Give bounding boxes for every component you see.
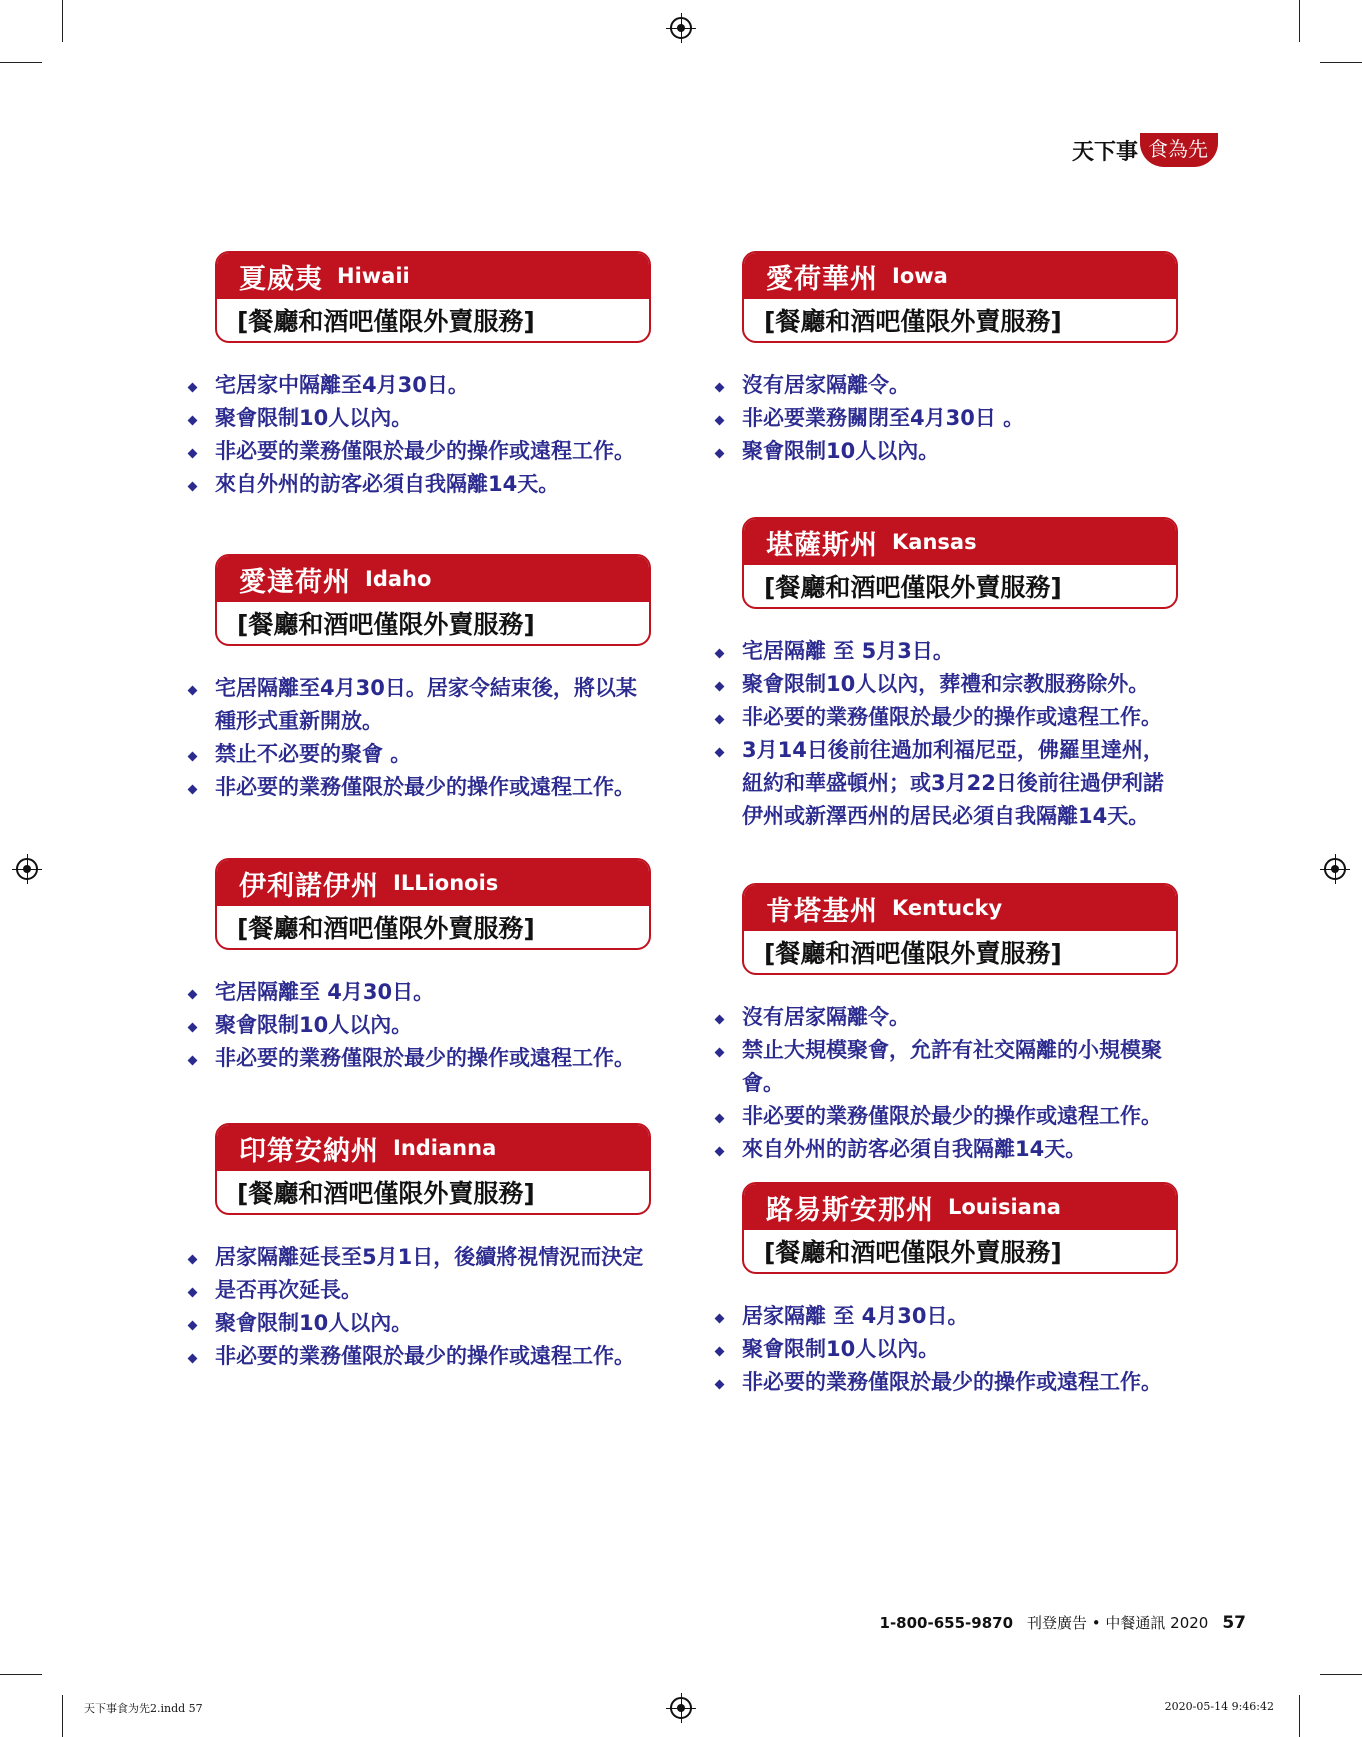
- restaurant-rule: [餐廳和酒吧僅限外賣服務]: [764, 573, 1062, 602]
- restaurant-rule: [餐廳和酒吧僅限外賣服務]: [764, 1238, 1062, 1267]
- list-item: 宅居隔離至4月30日。居家令結束後，將以某種形式重新開放。: [187, 672, 651, 738]
- crop-mark: [62, 0, 63, 42]
- list-item: 非必要的業務僅限於最少的操作或遠程工作。: [187, 1340, 651, 1373]
- state-name-cn: 愛達荷州: [239, 566, 351, 598]
- list-item: 沒有居家隔離令。: [714, 1001, 1178, 1034]
- state-name-cn: 愛荷華州: [766, 263, 878, 295]
- state-card-iowa: [742, 251, 1178, 468]
- restaurant-rule: [餐廳和酒吧僅限外賣服務]: [764, 307, 1062, 336]
- rule-list: [215, 672, 651, 804]
- slug-timestamp: 2020-05-14 9:46:42: [1164, 1700, 1274, 1713]
- state-card-idaho: [215, 554, 651, 804]
- list-item: 非必要的業務僅限於最少的操作或遠程工作。: [714, 701, 1178, 734]
- list-item: 非必要業務關閉至4月30日 。: [714, 402, 1178, 435]
- restaurant-rule: [餐廳和酒吧僅限外賣服務]: [237, 610, 535, 639]
- section-header: [1072, 130, 1218, 170]
- crop-mark: [0, 62, 42, 63]
- list-item: 聚會限制10人以內。: [714, 435, 1178, 468]
- list-item: 非必要的業務僅限於最少的操作或遠程工作。: [187, 771, 651, 804]
- footer-phone: 1-800-655-9870: [879, 1614, 1013, 1632]
- registration-mark-icon: [670, 1697, 692, 1719]
- list-item: 沒有居家隔離令。: [714, 369, 1178, 402]
- state-name-cn: 路易斯安那州: [766, 1194, 934, 1226]
- registration-mark-icon: [1324, 858, 1346, 880]
- list-item: 來自外州的訪客必須自我隔離14天。: [714, 1133, 1178, 1166]
- state-name-en: Kansas: [892, 530, 977, 554]
- crop-mark: [0, 1674, 42, 1675]
- state-name-cn: 印第安納州: [239, 1135, 379, 1167]
- state-name-en: Idaho: [365, 567, 432, 591]
- restaurant-rule: [餐廳和酒吧僅限外賣服務]: [237, 307, 535, 336]
- crop-mark: [1299, 1695, 1300, 1737]
- state-name-en: ILLionois: [393, 871, 499, 895]
- list-item: 是否再次延長。: [187, 1274, 651, 1307]
- list-item: 聚會限制10人以內。: [187, 1307, 651, 1340]
- page-number: 57: [1222, 1613, 1246, 1633]
- state-name-cn: 肯塔基州: [766, 895, 878, 927]
- restaurant-rule: [餐廳和酒吧僅限外賣服務]: [764, 939, 1062, 968]
- section-title: 天下事: [1071, 139, 1138, 165]
- rule-list: [215, 369, 651, 501]
- crop-mark: [1320, 62, 1362, 63]
- list-item: 非必要的業務僅限於最少的操作或遠程工作。: [187, 1042, 651, 1075]
- crop-mark: [62, 1695, 63, 1737]
- list-item: 聚會限制10人以內。: [187, 402, 651, 435]
- state-name-en: Louisiana: [948, 1195, 1061, 1219]
- list-item: 非必要的業務僅限於最少的操作或遠程工作。: [714, 1366, 1178, 1399]
- registration-mark-icon: [670, 17, 692, 39]
- restaurant-rule: [餐廳和酒吧僅限外賣服務]: [237, 1179, 535, 1208]
- state-card-illinois: [215, 858, 651, 1075]
- list-item: 聚會限制10人以內，葬禮和宗教服務除外。: [714, 668, 1178, 701]
- bowl-badge: 食為先: [1140, 133, 1218, 167]
- list-item: 宅居家中隔離至4月30日。: [187, 369, 651, 402]
- state-name-cn: 夏威夷: [239, 263, 323, 295]
- rule-list: [742, 1300, 1178, 1399]
- rule-list: [742, 1001, 1178, 1166]
- state-name-en: Iowa: [892, 264, 948, 288]
- footer-text: 刊登廣告 • 中餐通訊 2020: [1027, 1614, 1209, 1632]
- crop-mark: [1320, 1674, 1362, 1675]
- list-item: 宅居隔離至 4月30日。: [187, 976, 651, 1009]
- rule-list: [742, 369, 1178, 468]
- registration-mark-icon: [16, 858, 38, 880]
- restaurant-rule: [餐廳和酒吧僅限外賣服務]: [237, 914, 535, 943]
- list-item: 居家隔離延長至5月1日，後續將視情況而決定: [187, 1241, 651, 1274]
- state-name-cn: 伊利諾伊州: [239, 870, 379, 902]
- list-item: 3月14日後前往過加利福尼亞，佛羅里達州，紐約和華盛頓州；或3月22日後前往過伊利諾伊州或新澤西州的居民必須自我隔離14天。: [714, 734, 1178, 833]
- list-item: 居家隔離 至 4月30日。: [714, 1300, 1178, 1333]
- list-item: 禁止不必要的聚會 。: [187, 738, 651, 771]
- state-name-en: Kentucky: [892, 896, 1003, 920]
- list-item: 聚會限制10人以內。: [714, 1333, 1178, 1366]
- page-footer: [880, 1612, 1246, 1633]
- state-name-en: Indianna: [393, 1136, 497, 1160]
- rule-list: [215, 1241, 651, 1373]
- state-card-louisiana: [742, 1182, 1178, 1399]
- slug-file: 天下事食为先2.indd 57: [84, 1702, 203, 1715]
- list-item: 禁止大規模聚會，允許有社交隔離的小規模聚會。: [714, 1034, 1178, 1100]
- list-item: 非必要的業務僅限於最少的操作或遠程工作。: [714, 1100, 1178, 1133]
- list-item: 宅居隔離 至 5月3日。: [714, 635, 1178, 668]
- state-card-indiana: [215, 1123, 651, 1373]
- list-item: 非必要的業務僅限於最少的操作或遠程工作。: [187, 435, 651, 468]
- state-card-kansas: [742, 517, 1178, 833]
- state-card-hawaii: [215, 251, 651, 501]
- rule-list: [742, 635, 1178, 833]
- state-name-cn: 堪薩斯州: [766, 529, 878, 561]
- rule-list: [215, 976, 651, 1075]
- list-item: 來自外州的訪客必須自我隔離14天。: [187, 468, 651, 501]
- list-item: 聚會限制10人以內。: [187, 1009, 651, 1042]
- state-name-en: Hiwaii: [337, 264, 410, 288]
- crop-mark: [1299, 0, 1300, 42]
- state-card-kentucky: [742, 883, 1178, 1166]
